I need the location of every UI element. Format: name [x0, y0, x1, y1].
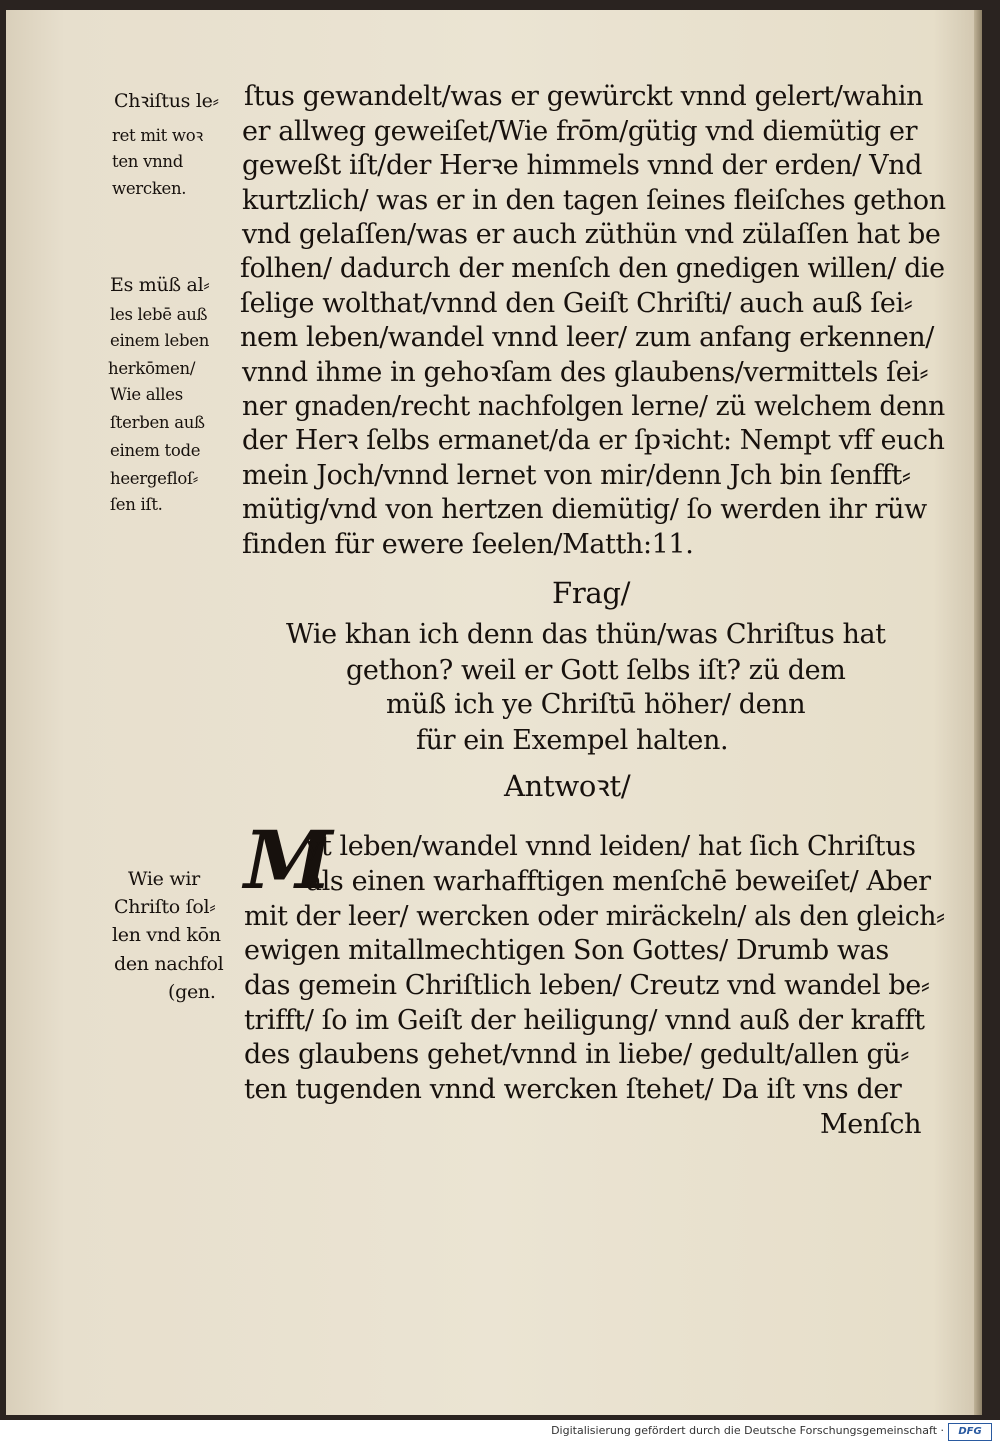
text-line: mein Joch/vnnd lernet von mir/denn Jch bin ſenfft⸗ — [242, 460, 911, 491]
question-line: gethon? weil er Gott ſelbs iſt? zü dem — [346, 655, 846, 686]
margin-line: Wie wir — [128, 868, 200, 890]
margin-line: einem leben — [110, 331, 210, 350]
margin-line: Chriſto ſol⸗ — [114, 896, 216, 918]
page-edge — [974, 10, 982, 1415]
question-line: müß ich ye Chriſtū höher/ denn — [386, 689, 806, 720]
text-line: als einen warhafftigen menſchē beweiſet/ Aber — [306, 866, 931, 897]
text-line: ten tugenden vnnd wercken ſtehet/ Da iſt vns der — [244, 1074, 902, 1105]
text-line: nem leben/wandel vnnd leer/ zum anfang erkennen/ — [240, 322, 934, 353]
margin-line: einem tode — [110, 441, 201, 460]
dfg-logo: DFG — [948, 1423, 992, 1441]
margin-line: ſterben auß — [110, 413, 205, 432]
margin-line: (gen. — [168, 981, 216, 1003]
catchword: Menſch — [820, 1109, 922, 1140]
margin-line: Es müß al⸗ — [110, 274, 210, 296]
text-line: folhen/ dadurch der menſch den gnedigen willen/ die — [240, 253, 945, 284]
text-line: finden für ewere ſeelen/Matth:11. — [242, 529, 694, 560]
margin-line: ſen iſt. — [110, 495, 163, 514]
margin-line: herkōmen/ — [108, 359, 196, 378]
margin-line: heergefloſ⸗ — [110, 469, 198, 488]
text-line: vnd gelaſſen/was er auch züthün vnd zülaſſen hat be — [242, 219, 941, 250]
text-line: ſelige wolthat/vnnd den Geiſt Chriſti/ auch auß ſei⸗ — [240, 288, 913, 319]
text-line: ewigen mitallmechtigen Son Gottes/ Drumb was — [244, 935, 889, 966]
text-line: ſtus gewandelt/was er gewürckt vnnd gelert/wahin — [244, 81, 924, 112]
text-line: ner gnaden/recht nachfolgen lerne/ zü welchem denn — [242, 391, 945, 422]
text-line: er allweg geweiſet/Wie frōm/gütig vnd diemütig er — [242, 116, 918, 147]
question-line: für ein Exempel halten. — [416, 725, 729, 756]
answer-heading: Antwoꝛt/ — [504, 769, 631, 803]
drop-initial: M — [244, 813, 333, 907]
question-heading: Frag/ — [552, 576, 631, 610]
text-line: des glaubens gehet/vnnd in liebe/ gedult/allen gü⸗ — [244, 1039, 909, 1070]
footer-credit: Digitalisierung gefördert durch die Deutsche Forschungsgemeinschaft · — [551, 1424, 944, 1437]
text-line: das gemein Chriſtlich leben/ Creutz vnd wandel be⸗ — [244, 970, 930, 1001]
margin-line: Wie alles — [110, 385, 183, 404]
margin-line: Chꝛiſtus le⸗ — [114, 90, 219, 112]
footer-bar — [0, 1420, 1000, 1444]
question-line: Wie khan ich denn das thün/was Chriſtus hat — [286, 619, 886, 650]
text-line: mütig/vnd von hertzen diemütig/ ſo werden ihr rüw — [242, 494, 927, 525]
margin-line: les lebē auß — [110, 305, 208, 324]
text-line: trifft/ ſo im Geiſt der heiligung/ vnnd auß der krafft — [244, 1005, 925, 1036]
text-line: geweßt iſt/der Herꝛe himmels vnnd der erden/ Vnd — [242, 150, 923, 181]
margin-line: ten vnnd — [112, 152, 184, 171]
text-line: vnnd ihme in gehoꝛſam des glaubens/vermittels ſei⸗ — [242, 357, 929, 388]
text-line: kurtzlich/ was er in den tagen ſeines fleiſches gethon — [242, 185, 946, 216]
margin-line: len vnd kōn — [112, 924, 221, 946]
margin-line: den nachfol — [114, 953, 224, 975]
text-line: mit der leer/ wercken oder miräckeln/ als den gleich⸗ — [244, 901, 945, 932]
margin-line: wercken. — [112, 179, 187, 198]
text-line: yt leben/wandel vnnd leiden/ hat ſich Chriſtus — [306, 831, 916, 862]
text-line: der Herꝛ ſelbs ermanet/da er ſpꝛicht: Nempt vff euch — [242, 425, 945, 456]
margin-line: ret mit woꝛ — [112, 126, 203, 145]
